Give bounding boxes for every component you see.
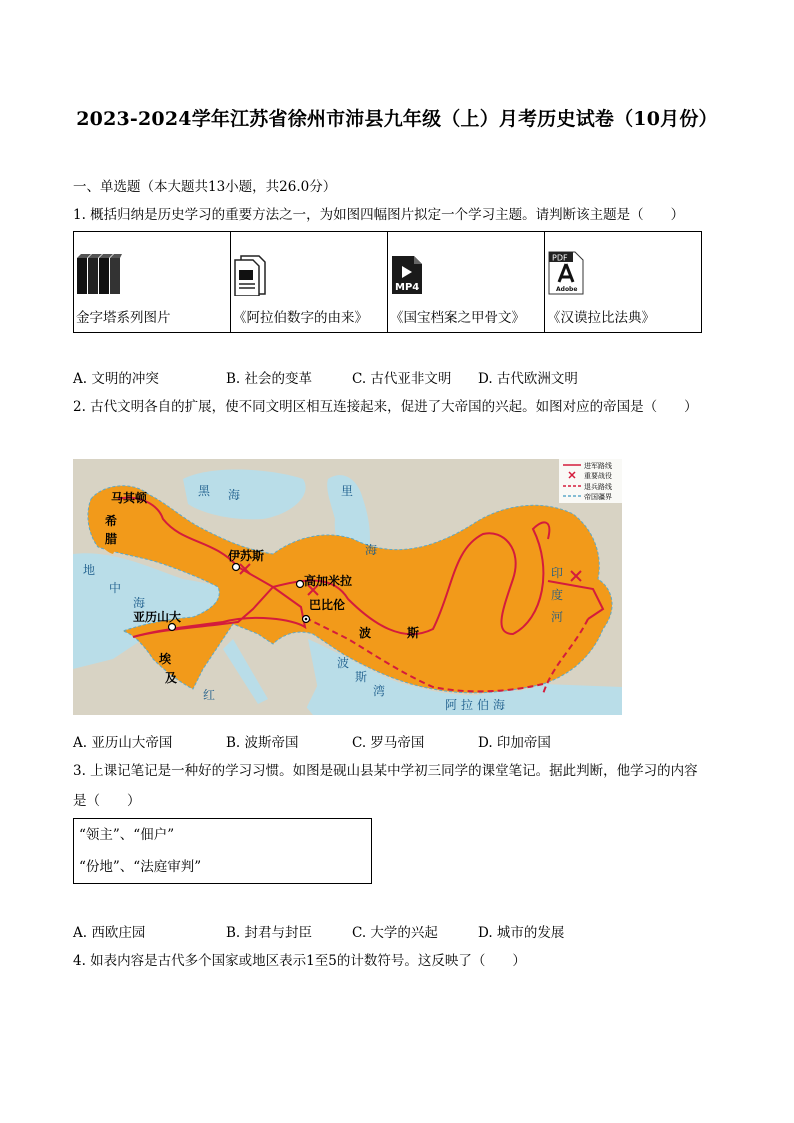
map-label-alexandria: 亚历山大 — [133, 610, 182, 624]
map-legend — [559, 459, 622, 503]
question-1-cell-1-label: 金字塔系列图片 — [76, 310, 171, 326]
map-label-gaugamela: 高加米拉 — [304, 574, 353, 588]
map-label-med-3: 海 — [133, 596, 146, 610]
question-3-notes-box — [73, 818, 372, 884]
question-1-cell-4-label: 《汉谟拉比法典》 — [547, 310, 655, 326]
map-label-persia-2: 斯 — [407, 626, 420, 640]
map-label-red-sea: 红 — [203, 688, 216, 702]
alexander-campaign-map — [73, 459, 622, 715]
page-title: 2023-2024学年江苏省徐州市沛县九年级（上）月考历史试卷（10月份） — [76, 108, 718, 130]
map-label-black-sea-1: 黑 — [198, 484, 211, 498]
map-label-gulf-1: 波 — [337, 656, 350, 670]
books-icon — [76, 254, 122, 296]
question-2-option-c[interactable]: C. 罗马帝国 — [352, 735, 425, 751]
adobe-caption: Adobe — [556, 286, 578, 293]
question-1-cell-3-label: 《国宝档案之甲骨文》 — [390, 310, 525, 326]
question-3-option-d[interactable]: D. 城市的发展 — [478, 925, 565, 941]
question-1-cell-1 — [74, 232, 231, 333]
question-3-note-2: “份地”、“法庭审判” — [79, 859, 202, 875]
question-3-stem-line-1: 3. 上课记笔记是一种好的学习习惯。如图是砚山县某中学初三同学的课堂笔记。据此判断，他学习的内容 — [73, 763, 698, 779]
question-1-image-table — [73, 231, 702, 333]
question-1-cell-4 — [545, 232, 702, 333]
map-label-greece-1: 希 — [105, 514, 118, 528]
legend-border: 帝国疆界 — [584, 493, 612, 501]
question-2-option-a[interactable]: A. 亚历山大帝国 — [73, 735, 173, 751]
question-4-stem: 4. 如表内容是古代多个国家或地区表示1至5的计数符号。这反映了（ ） — [73, 953, 526, 969]
map-label-egypt-2: 及 — [165, 671, 178, 685]
map-label-black-sea-2: 海 — [228, 488, 241, 502]
question-3-option-b[interactable]: B. 封君与封臣 — [226, 925, 313, 941]
pdf-icon-text: PDF — [552, 253, 568, 263]
question-1-stem: 1. 概括归纳是历史学习的重要方法之一，为如图四幅图片拟定一个学习主题。请判断该主题是（ ） — [73, 207, 685, 223]
question-1-cell-2 — [231, 232, 388, 333]
map-label-med-2: 中 — [109, 581, 122, 595]
mp4-file-icon — [390, 254, 424, 296]
question-2-option-d[interactable]: D. 印加帝国 — [478, 735, 551, 751]
map-label-caspian-1: 里 — [341, 484, 354, 498]
map-label-babylon: 巴比伦 — [309, 598, 346, 612]
pdf-file-icon — [547, 250, 587, 296]
section-heading: 一、单选题（本大题共13小题，共26.0分） — [73, 179, 337, 195]
map-label-gulf-2: 斯 — [355, 670, 368, 684]
map-label-indus-1: 印 — [551, 566, 564, 580]
map-label-caspian-2: 海 — [365, 543, 378, 557]
map-label-macedon: 马其顿 — [111, 491, 148, 505]
document-icon — [233, 254, 267, 296]
question-1-option-a[interactable]: A. 文明的冲突 — [73, 371, 159, 387]
question-3-option-c[interactable]: C. 大学的兴起 — [352, 925, 438, 941]
question-3-option-a[interactable]: A. 西欧庄园 — [73, 925, 146, 941]
legend-battle: 重要战役 — [584, 472, 612, 480]
map-label-issus: 伊苏斯 — [228, 549, 265, 563]
question-3-note-1: “领主”、“佃户” — [79, 827, 175, 843]
question-2-stem: 2. 古代文明各自的扩展，使不同文明区相互连接起来，促进了大帝国的兴起。如图对应的帝国是（ ） — [73, 399, 698, 415]
question-1-option-b[interactable]: B. 社会的变革 — [226, 371, 313, 387]
map-label-arabian-sea: 阿拉伯海 — [445, 698, 510, 712]
map-label-greece-2: 腊 — [105, 532, 118, 546]
question-1-option-c[interactable]: C. 古代亚非文明 — [352, 371, 452, 387]
map-label-gulf-3: 湾 — [373, 684, 386, 698]
map-label-persia-1: 波 — [359, 626, 372, 640]
question-1-cell-2-label: 《阿拉伯数字的由来》 — [233, 310, 368, 326]
question-3-stem-line-2: 是（ ） — [73, 793, 141, 809]
svg-text:MP4: MP4 — [395, 282, 420, 293]
map-label-indus-2: 度 — [551, 588, 564, 602]
map-label-med-1: 地 — [83, 563, 96, 577]
question-1-option-d[interactable]: D. 古代欧洲文明 — [478, 371, 578, 387]
gaugamela-marker — [297, 581, 304, 588]
question-2-option-b[interactable]: B. 波斯帝国 — [226, 735, 299, 751]
question-1-cell-3 — [388, 232, 545, 333]
legend-retreat: 退兵路线 — [584, 483, 612, 491]
legend-advance: 进军路线 — [584, 462, 612, 470]
map-label-egypt-1: 埃 — [159, 652, 172, 666]
map-label-indus-3: 河 — [551, 610, 564, 624]
alexandria-marker — [169, 624, 176, 631]
issus-marker — [233, 564, 240, 571]
